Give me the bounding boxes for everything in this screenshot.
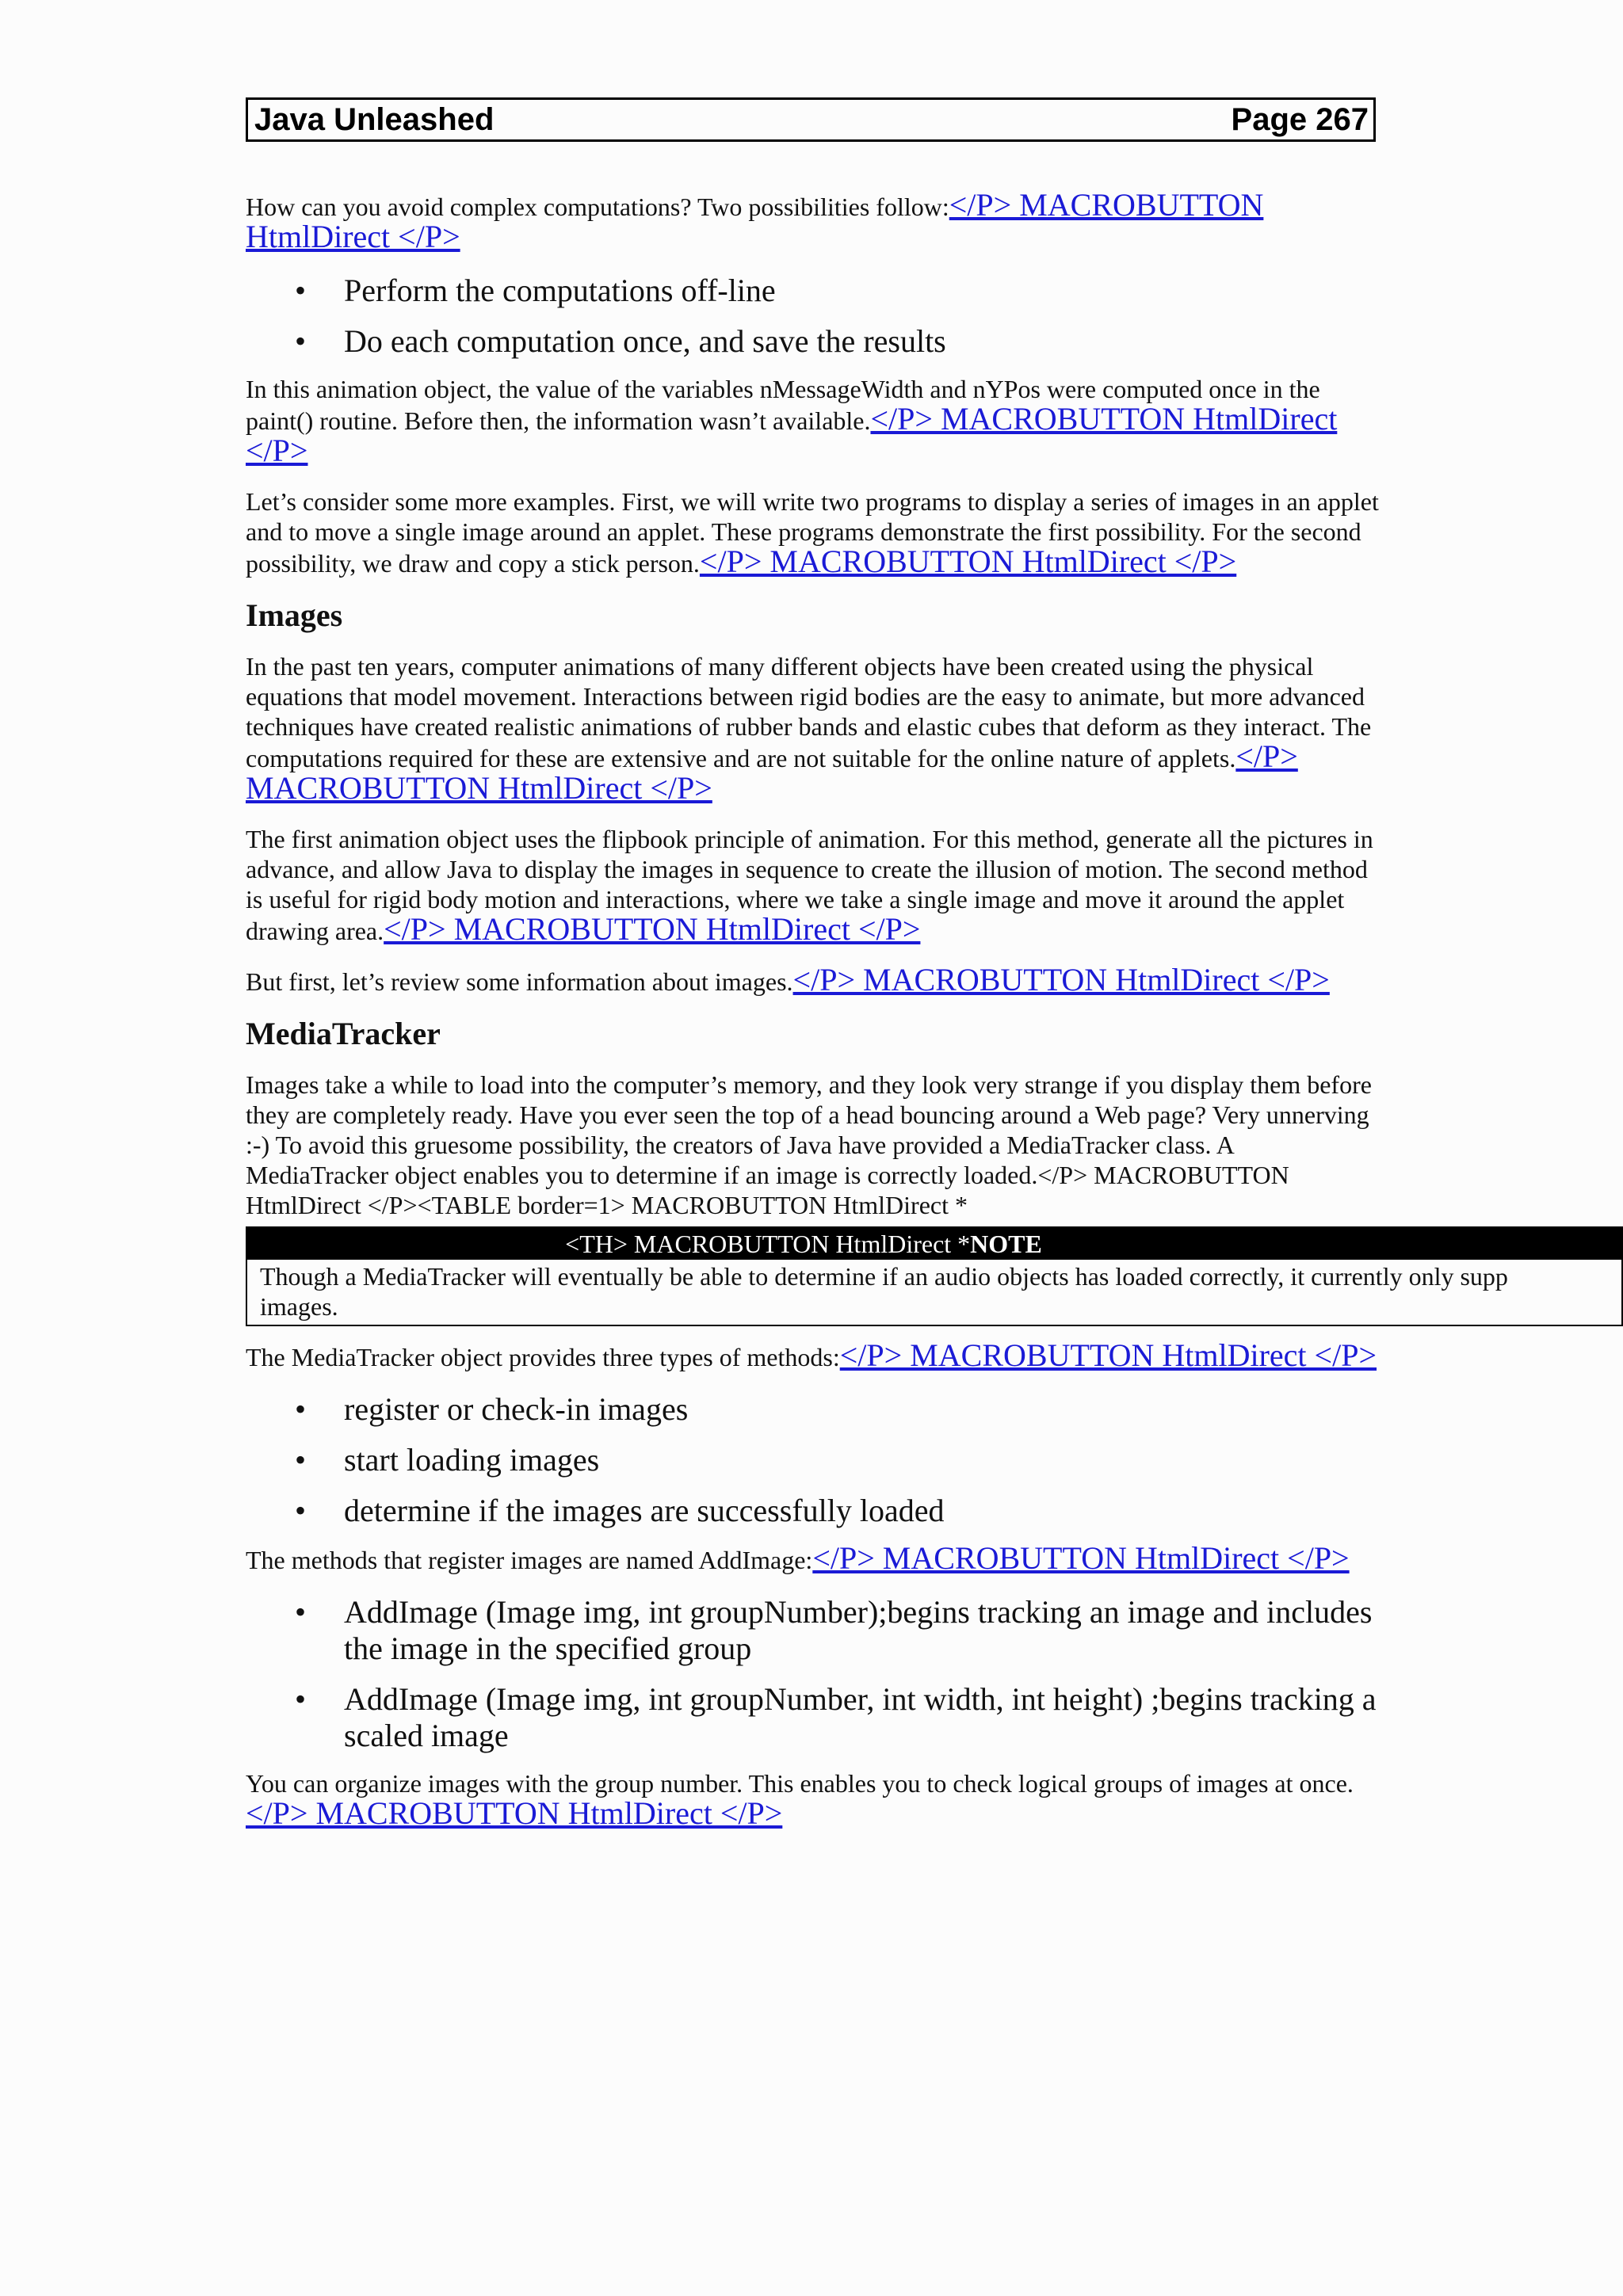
bullet-list: [246, 1594, 1379, 1754]
paragraph: How can you avoid complex computations? Two possibilities follow:</P> MACROBUTTON HtmlDirect </P>: [246, 187, 1264, 254]
list-item: • Perform the computations off-line: [295, 273, 1379, 309]
macro-link[interactable]: </P> MACROBUTTON HtmlDirect </P>: [246, 738, 1298, 806]
paragraph: Images take a while to load into the computer’s memory, and they look very strange if you display them before they are completely ready. Have you ever seen the top of a head bouncing around a Web page? Very unnerving :-) To avoid this gruesome possibility, the creators of Java have provided a MediaTracker class. A MediaTracker object enables you to determine if an image is correctly loaded.</P> MACROBUTTON HtmlDirect </P><TABLE border=1> MACROBUTTON HtmlDirect *: [246, 1070, 1372, 1219]
macro-link[interactable]: </P> MACROBUTTON HtmlDirect </P>: [699, 543, 1237, 579]
macro-link[interactable]: </P> MACROBUTTON HtmlDirect </P>: [792, 962, 1330, 997]
macro-link[interactable]: </P> MACROBUTTON HtmlDirect </P>: [812, 1540, 1350, 1576]
note-label: NOTE: [970, 1230, 1042, 1258]
paragraph: The methods that register images are named AddImage:</P> MACROBUTTON HtmlDirect </P>: [246, 1540, 1350, 1576]
section-heading: MediaTracker: [246, 1016, 441, 1051]
paragraph: In the past ten years, computer animations of many different objects have been created using the physical equations that model movement. Interactions between rigid bodies are the easy to animate, but more advanced techniques have created realistic animations of rubber bands and elastic cubes that deform as they interact. The computations required for these are extensive and are not suitable for the online nature of applets.</P> MACROBUTTON HtmlDirect </P>: [246, 652, 1372, 806]
note-table: [246, 1226, 1623, 1326]
page-number: Page 267: [1231, 101, 1369, 137]
paragraph: In this animation object, the value of the variables nMessageWidth and nYPos were computed once in the paint() routine. Before then, the information wasn’t available.</P> MACROBUTTON HtmlDirect </P>: [246, 375, 1338, 468]
bullet-list: [246, 273, 1379, 360]
list-item: • AddImage (Image img, int groupNumber);begins tracking an image and includes the image in the specified group: [295, 1594, 1379, 1667]
bullet-list: [246, 1391, 1379, 1529]
paragraph: Let’s consider some more examples. First, we will write two programs to display a series of images in an applet and to move a single image around an applet. These programs demonstrate the first possibility. For the second possibility, we draw and copy a stick person.</P> MACROBUTTON HtmlDirect </P>: [246, 487, 1379, 579]
list-item: • determine if the images are successfully loaded: [295, 1493, 1379, 1529]
macro-link[interactable]: </P> MACROBUTTON HtmlDirect </P>: [839, 1337, 1377, 1373]
macro-link[interactable]: </P> MACROBUTTON HtmlDirect </P>: [246, 1795, 783, 1831]
list-item: • start loading images: [295, 1442, 1379, 1478]
note-table-header: <TH> MACROBUTTON HtmlDirect *NOTE: [247, 1228, 1621, 1260]
paragraph: You can organize images with the group number. This enables you to check logical groups of images at once.</P> MACROBUTTON HtmlDirect </P>: [246, 1769, 1354, 1831]
note-table-wrapper: [246, 1226, 1623, 1341]
note-table-cell: Though a MediaTracker will eventually be able to determine if an audio objects has loaded correctly, it currently only supp images.: [260, 1262, 1508, 1321]
paragraph: The first animation object uses the flipbook principle of animation. For this method, generate all the pictures in advance, and allow Java to display the images in sequence to create the illusion of motion. The second method is useful for rigid body motion and interactions, where we take a single image and move it around the applet drawing area.</P> MACROBUTTON HtmlDirect </P>: [246, 825, 1373, 947]
paragraph: But first, let’s review some information about images.</P> MACROBUTTON HtmlDirect </P>: [246, 962, 1330, 997]
section-heading: Images: [246, 597, 343, 633]
page-header: [246, 97, 1376, 142]
document-body: [246, 187, 1508, 1849]
paragraph: The MediaTracker object provides three types of methods:</P> MACROBUTTON HtmlDirect </P>: [246, 1337, 1377, 1373]
macro-link[interactable]: </P> MACROBUTTON HtmlDirect </P>: [384, 911, 921, 947]
macro-link[interactable]: </P> MACROBUTTON HtmlDirect </P>: [246, 187, 1264, 254]
book-title: Java Unleashed: [254, 101, 495, 137]
list-item: • register or check-in images: [295, 1391, 1379, 1428]
list-item: • AddImage (Image img, int groupNumber, int width, int height) ;begins tracking a scaled image: [295, 1681, 1379, 1754]
macro-link[interactable]: </P> MACROBUTTON HtmlDirect </P>: [246, 401, 1338, 468]
list-item: • Do each computation once, and save the results: [295, 323, 1379, 360]
